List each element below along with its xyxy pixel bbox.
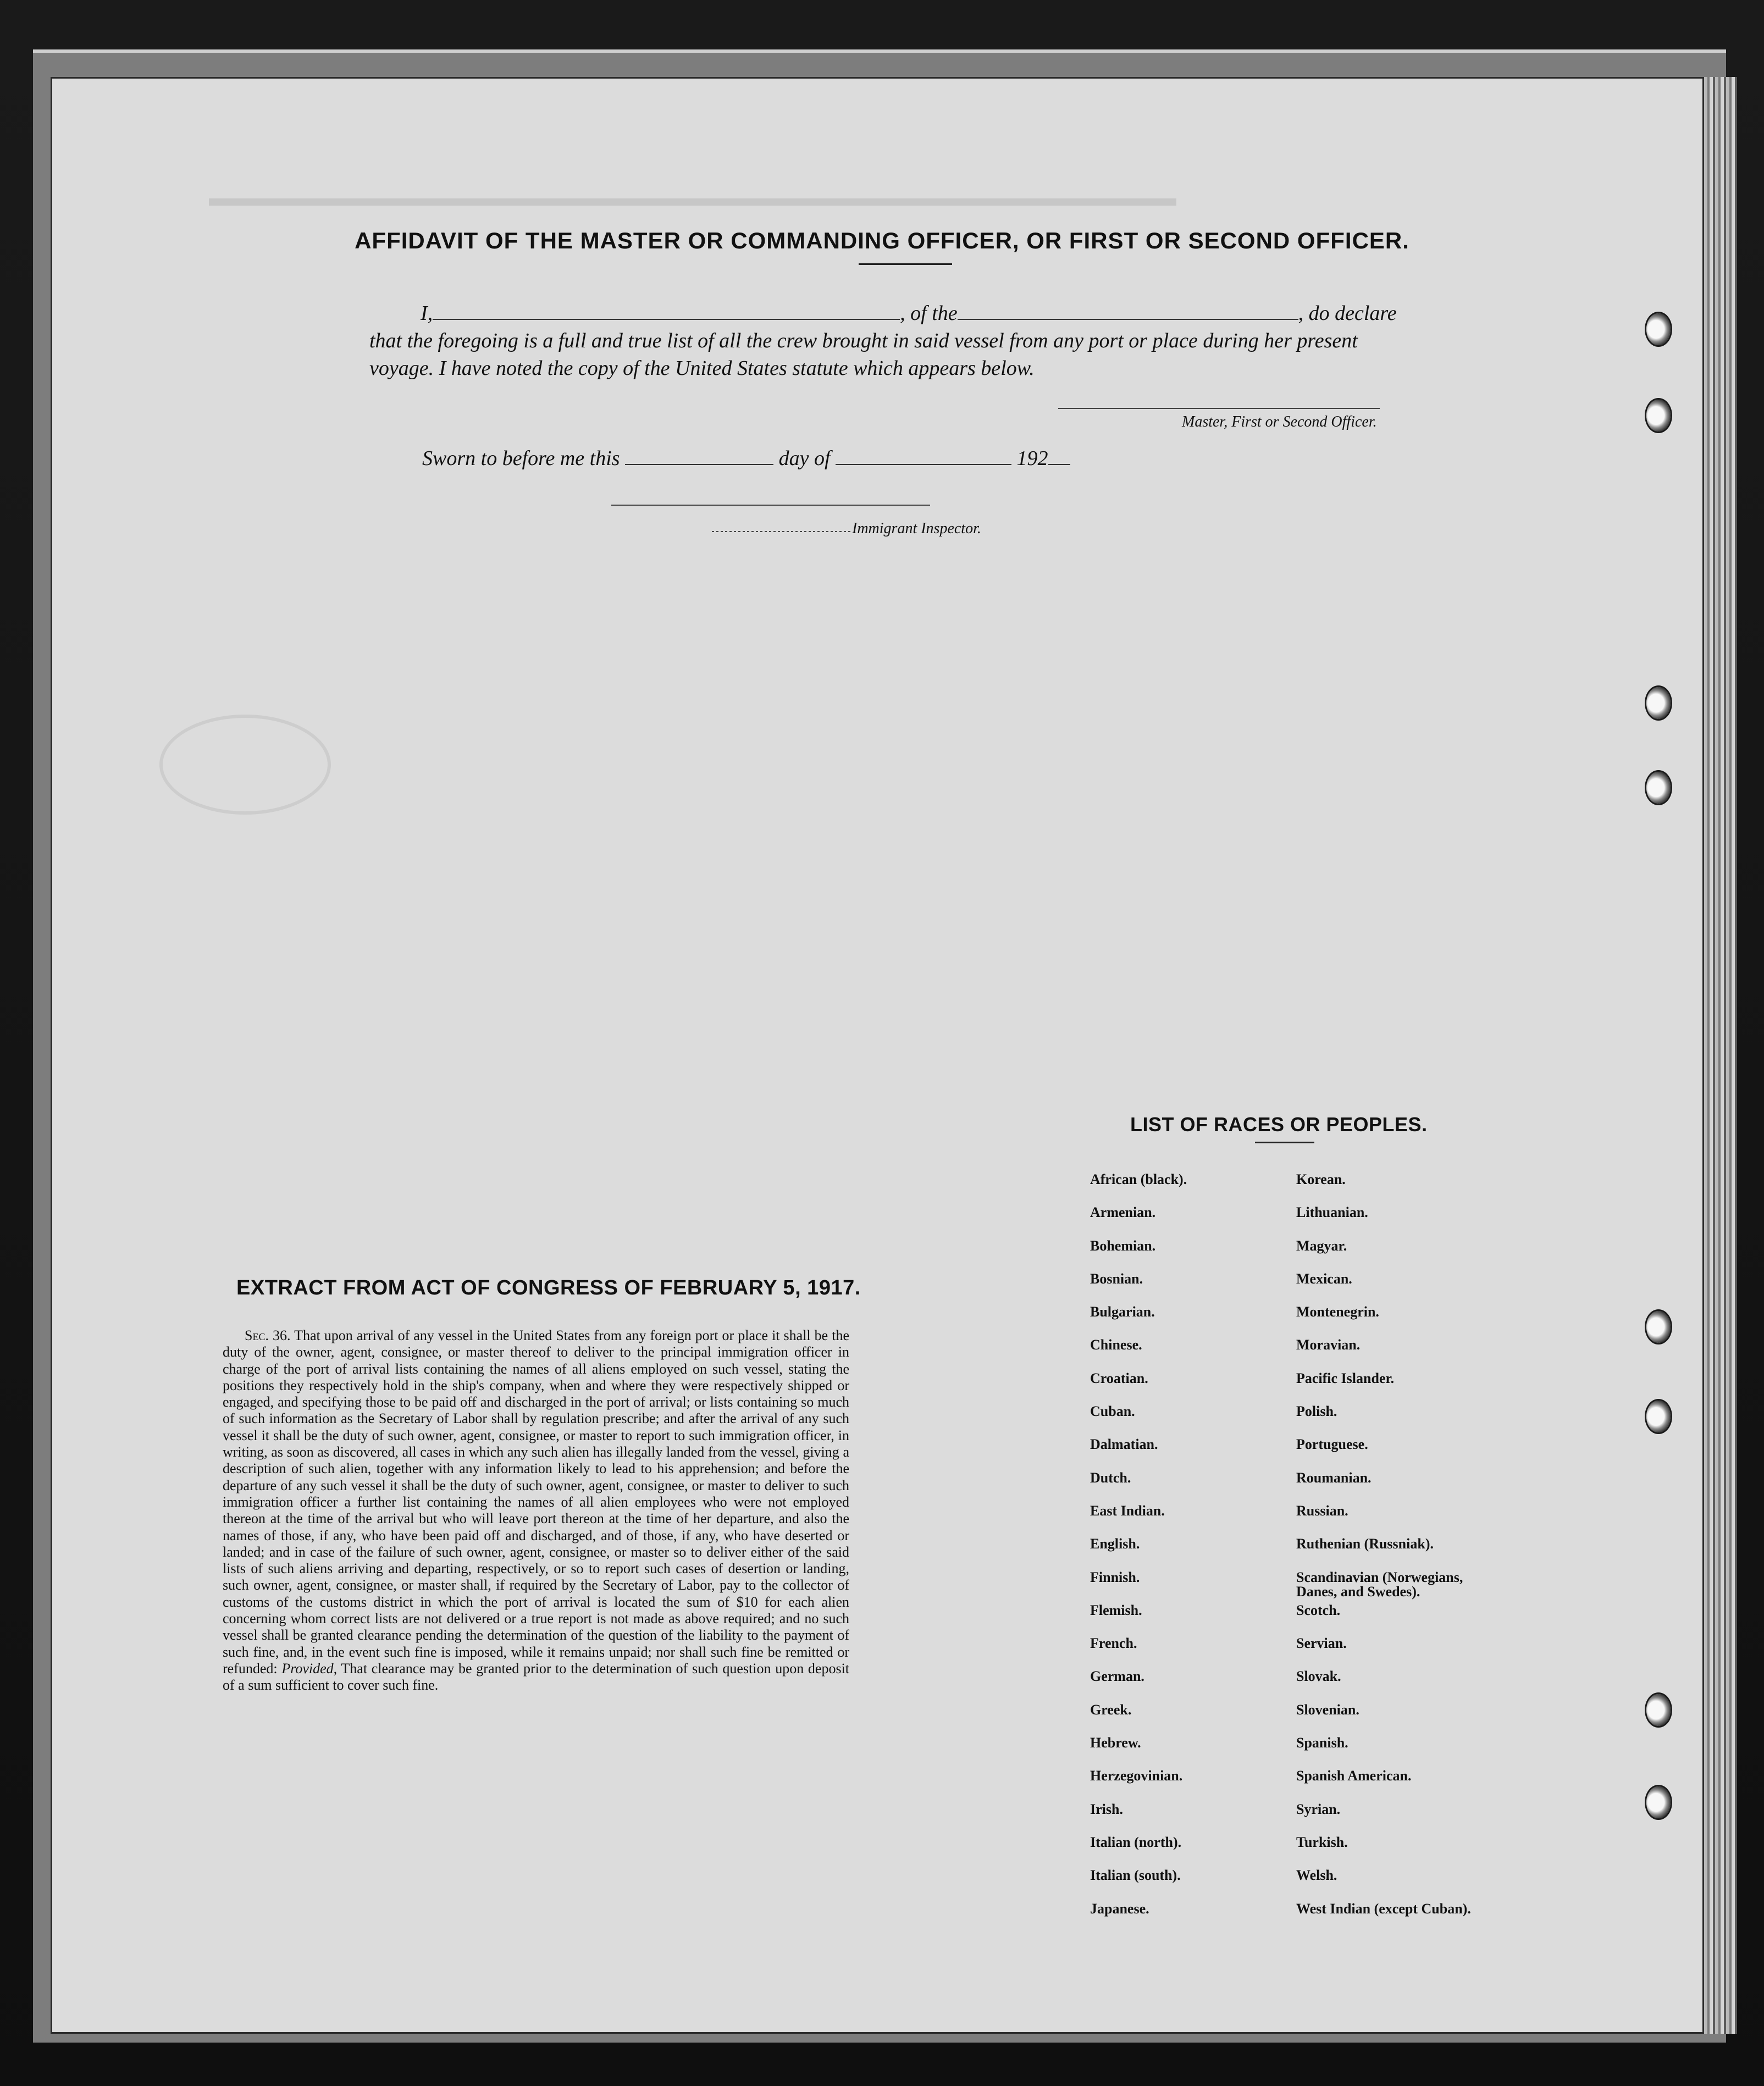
affidavit-title: AFFIDAVIT OF THE MASTER OR COMMANDING OFFICER, OR FIRST OR SECOND OFFICER. [355, 228, 1409, 253]
race-item: English. [1090, 1536, 1140, 1552]
race-item: Russian. [1296, 1502, 1348, 1519]
extract-text-part-2: That clearance may be granted prior to the determination of such question upon deposit of a sum sufficient to cover such fine. [223, 1660, 850, 1694]
month-blank [836, 464, 1011, 465]
affidavit-line-2: that the foregoing is a full and true list of all the crew brought in said vessel from any port or place during her present [369, 329, 1358, 352]
race-item: Ruthenian (Russniak). [1296, 1536, 1434, 1552]
race-item: Slovak. [1296, 1668, 1341, 1685]
race-item: Servian. [1296, 1635, 1347, 1652]
race-item: German. [1090, 1668, 1144, 1685]
races-title-rule [1255, 1142, 1314, 1143]
vessel-blank [958, 319, 1298, 320]
name-blank [433, 319, 900, 320]
race-item: Bosnian. [1090, 1270, 1143, 1287]
race-item: Irish. [1090, 1801, 1123, 1817]
race-item: Dalmatian. [1090, 1436, 1158, 1453]
race-item: Japanese. [1090, 1900, 1149, 1917]
race-item: French. [1090, 1635, 1137, 1652]
provided-word: Provided, [281, 1660, 338, 1676]
race-item: Turkish. [1296, 1834, 1348, 1850]
race-item: Spanish. [1296, 1735, 1348, 1751]
section-label: Sec. 36. [245, 1327, 291, 1343]
binder-hole-icon [1646, 313, 1671, 345]
races-title: LIST OF RACES OR PEOPLES. [1130, 1113, 1428, 1136]
inspector-caption: Immigrant Inspector. [852, 520, 981, 537]
race-item: Armenian. [1090, 1204, 1156, 1221]
race-item: Flemish. [1090, 1602, 1142, 1618]
inspector-dotted-line [712, 531, 852, 532]
races-right-column [1296, 1172, 1471, 1935]
race-item: East Indian. [1090, 1502, 1165, 1519]
race-item: Syrian. [1296, 1801, 1341, 1817]
master-signature-caption: Master, First or Second Officer. [1182, 413, 1377, 430]
inspector-signature-line [611, 505, 930, 506]
race-item: Scotch. [1296, 1602, 1341, 1618]
binder-hole-icon [1646, 400, 1671, 431]
race-item: Hebrew. [1090, 1735, 1141, 1751]
extract-title: EXTRACT FROM ACT OF CONGRESS OF FEBRUARY 5, 1917. [236, 1276, 861, 1299]
sworn-prefix: Sworn to before me this [422, 447, 620, 470]
race-item: Welsh. [1296, 1867, 1337, 1884]
race-item: Greek. [1090, 1701, 1132, 1718]
affidavit-title-rule [859, 263, 952, 265]
affidavit-declare: , do declare [1298, 302, 1397, 325]
race-item: Pacific Islander. [1296, 1370, 1395, 1386]
sworn-line [422, 446, 1070, 471]
race-item: Bulgarian. [1090, 1304, 1155, 1320]
race-item: West Indian (except Cuban). [1296, 1900, 1471, 1917]
race-item: Moravian. [1296, 1337, 1361, 1353]
race-item: Cuban. [1090, 1403, 1135, 1420]
race-item: Magyar. [1296, 1237, 1347, 1254]
extract-body [223, 1327, 849, 1694]
binder-hole-icon [1646, 1401, 1671, 1432]
day-blank [625, 464, 773, 465]
race-item: Slovenian. [1296, 1701, 1359, 1718]
race-item: Croatian. [1090, 1370, 1148, 1386]
extract-text-part-1: That upon arrival of any vessel in the United States from any foreign port or place it shall be the duty of the owner, agent, consignee, or master thereof to deliver to the principal immigration officer in charge of the port of arrival lists containing the names of all aliens employed on such vessel, stating the positions they respectively hold in the ship's company, when and where they were respectively shipped or engaged, and specifying those to be paid off and discharged in the port of arrival; or lists containing so much of such information as the Secretary of Labor shall by regulation prescribe; and after the arrival of any such vessel it shall be the duty of such owner, agent, consignee, or master to report to such immigration officer, in writing, as soon as discovered, all cases in which any such alien has illegally landed from the vessel, giving a description of such alien, together with any information likely to lead to his apprehension; and before the departure of any such vessel it shall be the duty of such owner, agent, consignee, or master to deliver to such immigration officer a further list containing the names of all alien employees who were not employed thereon at the time of the arrival but who will leave port thereon at the time of her departure, and also the names of those, if any, who have been paid off and discharged, and of those, if any, who have deserted or landed; and in case of the failure of such owner, agent, consignee, or master so to deliver either of the said lists of such aliens arriving and departing, respectively, or so to report such cases of desertion or landing, such owner, agent, consignee, or master shall, if required by the Secretary of Labor, pay to the collector of customs of the customs district in which the port of arrival is located the sum of $10 for each alien concerning whom correct lists are not delivered or a true report is not made as above required; and no such vessel shall be granted clearance pending the determination of the question of the liability to the payment of such fine, and, in the event such fine is imposed, while it remains unpaid; nor shall such fine be remitted or refunded: [223, 1327, 850, 1676]
binder-hole-icon [1646, 1694, 1671, 1726]
affidavit-line-1 [421, 301, 1397, 325]
binder-hole-icon [1646, 687, 1671, 719]
year-blank [1048, 464, 1070, 465]
binder-hole-icon [1646, 1786, 1671, 1818]
binder-hole-icon [1646, 1311, 1671, 1343]
race-item: Portuguese. [1296, 1436, 1368, 1453]
race-item: Dutch. [1090, 1469, 1131, 1486]
race-item: Italian (north). [1090, 1834, 1182, 1850]
affidavit-i: I, [421, 302, 433, 325]
race-item: Italian (south). [1090, 1867, 1181, 1884]
race-item: Korean. [1296, 1171, 1346, 1187]
race-item: Montenegrin. [1296, 1304, 1379, 1320]
bleed-through-text: ▬▬▬▬▬▬▬▬▬▬▬▬▬▬▬▬▬▬▬▬▬▬▬▬▬▬▬▬▬▬▬▬▬▬▬▬▬▬▬▬ [209, 193, 1176, 220]
race-item: Mexican. [1296, 1270, 1352, 1287]
race-item: Roumanian. [1296, 1469, 1372, 1486]
sworn-day-of: day of [778, 447, 831, 470]
race-item: African (black). [1090, 1171, 1187, 1187]
races-left-column [1090, 1172, 1187, 1935]
race-item: Finnish. [1090, 1569, 1140, 1585]
race-item: Chinese. [1090, 1337, 1142, 1353]
affidavit-of-the: , of the [900, 302, 958, 325]
affidavit-line-3: voyage. I have noted the copy of the United States statute which appears below. [369, 357, 1035, 380]
master-signature-line [1058, 408, 1380, 409]
race-item: Polish. [1296, 1403, 1337, 1420]
sworn-year: 192 [1016, 447, 1048, 470]
race-item: Herzegovinian. [1090, 1768, 1183, 1784]
race-item: Lithuanian. [1296, 1204, 1368, 1221]
page-stack-edge [1704, 77, 1737, 2034]
race-item: Scandinavian (Norwegians, Danes, and Swedes). [1296, 1569, 1463, 1600]
ghost-stamp-mark [159, 715, 331, 815]
race-item: Bohemian. [1090, 1237, 1156, 1254]
race-item: Spanish American. [1296, 1768, 1412, 1784]
binder-hole-icon [1646, 772, 1671, 804]
